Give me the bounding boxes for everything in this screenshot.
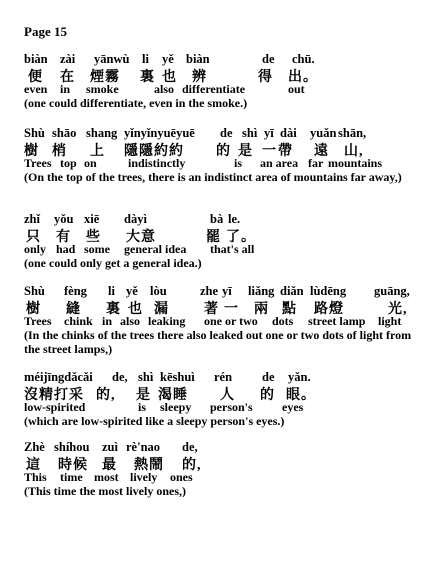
pinyin-word: lùdēng: [310, 284, 347, 298]
hanzi-word: 的: [216, 144, 231, 159]
hanzi-word: 樹: [24, 144, 39, 159]
hanzi-word: 一: [224, 302, 239, 317]
hanzi-word: 些: [86, 230, 101, 245]
pinyin-word: yī: [264, 126, 274, 140]
gloss-word: time: [60, 470, 83, 484]
hanzi-word: 是: [238, 144, 253, 159]
gloss-word: mountains: [328, 156, 383, 170]
gloss-word: lively: [130, 470, 158, 484]
hanzi-word: 熱鬧: [134, 458, 164, 473]
pinyin-word: shāo: [52, 126, 77, 140]
pinyin-word: shíhou: [54, 440, 90, 454]
pinyin-word: rén: [214, 370, 233, 384]
hanzi-word: 遠: [314, 144, 329, 159]
gloss-word: eyes: [282, 400, 304, 414]
gloss-word: indistinctly: [128, 156, 186, 170]
gloss-word: also: [120, 314, 141, 328]
pinyin-line: [24, 284, 414, 298]
pinyin-word: dài: [280, 126, 297, 140]
hanzi-word: 有: [56, 230, 71, 245]
gloss-word: on: [84, 156, 97, 170]
pinyin-word: yǒu: [54, 212, 74, 226]
gloss-word: out: [288, 82, 305, 96]
translation-line: (In the chinks of the trees there also leaked out one or two dots of light from the street lamps,): [24, 328, 412, 356]
pinyin-word: yǎn.: [288, 370, 311, 384]
gloss-word: in: [60, 82, 71, 96]
hanzi-word: 在: [60, 70, 75, 85]
gloss-word: most: [94, 470, 119, 484]
pinyin-word: shì: [242, 126, 258, 140]
hanzi-word: 辨: [192, 70, 207, 85]
hanzi-word: 帶: [278, 144, 293, 159]
translation-line: (one could only get a general idea.): [24, 256, 202, 270]
hanzi-word: 最: [102, 458, 117, 473]
pinyin-word: chū.: [292, 52, 315, 66]
hanzi-word: 人: [220, 388, 235, 403]
pinyin-word: kēshuì: [160, 370, 195, 384]
hanzi-word: 時候: [58, 458, 88, 473]
pinyin-word: guāng,: [374, 284, 410, 298]
gloss-word: even: [24, 82, 48, 96]
page-label: Page 15: [24, 24, 67, 39]
pinyin-word: de: [262, 370, 275, 384]
hanzi-word: 著: [204, 302, 219, 317]
hanzi-word: 光,: [388, 302, 408, 317]
hanzi-word: 罷: [206, 230, 221, 245]
hanzi-word: 這: [26, 458, 41, 473]
gloss-word: low-spirited: [24, 400, 86, 414]
pinyin-word: shān,: [338, 126, 367, 140]
pinyin-word: zuì: [102, 440, 118, 454]
gloss-word: only: [24, 242, 47, 256]
translation-line: (one could differentiate, even in the smoke.): [24, 96, 248, 110]
pinyin-word: yě: [162, 52, 174, 66]
hanzi-word: 漏: [154, 302, 169, 317]
hanzi-word: 的,: [96, 388, 116, 403]
pinyin-word: yānwù: [94, 52, 130, 66]
hanzi-word: 山,: [344, 144, 364, 159]
gloss-line: [24, 82, 414, 96]
pinyin-word: zài: [60, 52, 76, 66]
pinyin-word: biàn: [186, 52, 210, 66]
pinyin-line: [24, 370, 414, 384]
section-4: [24, 284, 414, 356]
hanzi-word: 上: [90, 144, 105, 159]
gloss-word: chink: [64, 314, 93, 328]
pinyin-line: [24, 212, 414, 226]
hanzi-word: 了。: [226, 230, 256, 245]
pinyin-word: le.: [228, 212, 241, 226]
gloss-word: sleepy: [160, 400, 192, 414]
pinyin-word: bà: [210, 212, 224, 226]
hanzi-word: 大意: [126, 230, 156, 245]
section-2: [24, 126, 414, 184]
pinyin-word: fèng: [64, 284, 87, 298]
hanzi-word: 裏: [140, 70, 155, 85]
hanzi-word: 路燈: [314, 302, 344, 317]
hanzi-line: [24, 226, 414, 245]
gloss-word: far: [308, 156, 324, 170]
hanzi-word: 隱隱約約: [124, 144, 184, 159]
pinyin-line: [24, 52, 414, 66]
gloss-line: [24, 470, 414, 484]
gloss-word: is: [138, 400, 147, 414]
hanzi-word: 煙霧: [90, 70, 120, 85]
pinyin-word: dàyì: [124, 212, 147, 226]
pinyin-word: li: [142, 52, 149, 66]
hanzi-word: 渴睡: [158, 388, 188, 403]
gloss-word: person's: [210, 400, 253, 414]
pinyin-word: diǎn: [280, 284, 304, 298]
pinyin-line: [24, 440, 414, 454]
gloss-word: general idea: [124, 242, 187, 256]
gloss-word: some: [84, 242, 110, 256]
gloss-word: ones: [170, 470, 193, 484]
pinyin-word: yuǎn: [310, 126, 337, 140]
pinyin-word: de: [220, 126, 233, 140]
pinyin-word: yī: [222, 284, 232, 298]
pinyin-word: rè'nao: [126, 440, 161, 454]
gloss-word: light: [378, 314, 402, 328]
gloss-word: Trees: [24, 314, 52, 328]
gloss-word: street lamp: [308, 314, 366, 328]
translation-line: (This time the most lively ones,): [24, 484, 186, 498]
gloss-word: also: [154, 82, 175, 96]
hanzi-word: 是: [136, 388, 151, 403]
pinyin-word: yǐnyǐnyuēyuē: [124, 126, 195, 140]
pinyin-word: shang: [86, 126, 118, 140]
pinyin-word: Shù: [24, 284, 45, 298]
hanzi-word: 沒精打采: [24, 388, 84, 403]
pinyin-word: méijīngdǎcǎi: [24, 370, 93, 384]
hanzi-word: 也: [128, 302, 143, 317]
gloss-word: differentiate: [182, 82, 246, 96]
pinyin-word: de,: [112, 370, 128, 384]
section-1: [24, 52, 414, 110]
gloss-line: [24, 156, 414, 170]
pinyin-word: biàn: [24, 52, 48, 66]
hanzi-word: 便: [28, 70, 43, 85]
hanzi-line: [24, 384, 414, 403]
pinyin-word: zhe: [200, 284, 219, 298]
hanzi-word: 兩: [254, 302, 269, 317]
section-5: [24, 370, 414, 428]
pinyin-word: yě: [126, 284, 138, 298]
gloss-word: is: [234, 156, 243, 170]
pinyin-word: zhǐ: [24, 212, 40, 226]
gloss-word: leaking: [148, 314, 186, 328]
hanzi-word: 也: [162, 70, 177, 85]
section-6: [24, 440, 414, 498]
pinyin-word: liǎng: [248, 284, 275, 298]
pinyin-line: [24, 126, 414, 140]
hanzi-line: [24, 140, 414, 159]
hanzi-word: 縫: [66, 302, 81, 317]
hanzi-word: 得: [258, 70, 273, 85]
translation-line: (which are low-spirited like a sleepy person's eyes.): [24, 414, 285, 428]
hanzi-word: 一: [262, 144, 277, 159]
gloss-word: one or two: [204, 314, 258, 328]
pinyin-word: de,: [182, 440, 198, 454]
hanzi-word: 的: [260, 388, 275, 403]
gloss-word: in: [102, 314, 113, 328]
hanzi-word: 點: [282, 302, 297, 317]
hanzi-word: 的,: [182, 458, 202, 473]
gloss-word: smoke: [86, 82, 119, 96]
hanzi-word: 只: [26, 230, 41, 245]
gloss-word: Trees: [24, 156, 52, 170]
gloss-word: an area: [260, 156, 299, 170]
gloss-line: [24, 400, 414, 414]
pinyin-word: de: [262, 52, 275, 66]
hanzi-line: [24, 454, 414, 473]
pinyin-word: lòu: [150, 284, 167, 298]
gloss-word: had: [56, 242, 76, 256]
pinyin-word: li: [108, 284, 115, 298]
section-3: [24, 212, 414, 270]
pinyin-word: shì: [138, 370, 154, 384]
hanzi-word: 梢: [52, 144, 67, 159]
hanzi-word: 樹: [26, 302, 41, 317]
hanzi-word: 裏: [106, 302, 121, 317]
gloss-line: [24, 314, 414, 328]
pinyin-word: Zhè: [24, 440, 45, 454]
pinyin-word: Shù: [24, 126, 45, 140]
hanzi-line: [24, 66, 414, 85]
gloss-word: top: [60, 156, 77, 170]
gloss-word: dots: [272, 314, 294, 328]
hanzi-line: [24, 298, 414, 317]
translation-line: (On the top of the trees, there is an indistinct area of mountains far away,): [24, 170, 402, 184]
gloss-word: that's all: [210, 242, 255, 256]
pinyin-word: xiē: [84, 212, 100, 226]
hanzi-word: 眼。: [286, 388, 316, 403]
gloss-line: [24, 242, 414, 256]
gloss-word: This: [24, 470, 47, 484]
hanzi-word: 出。: [288, 70, 318, 85]
